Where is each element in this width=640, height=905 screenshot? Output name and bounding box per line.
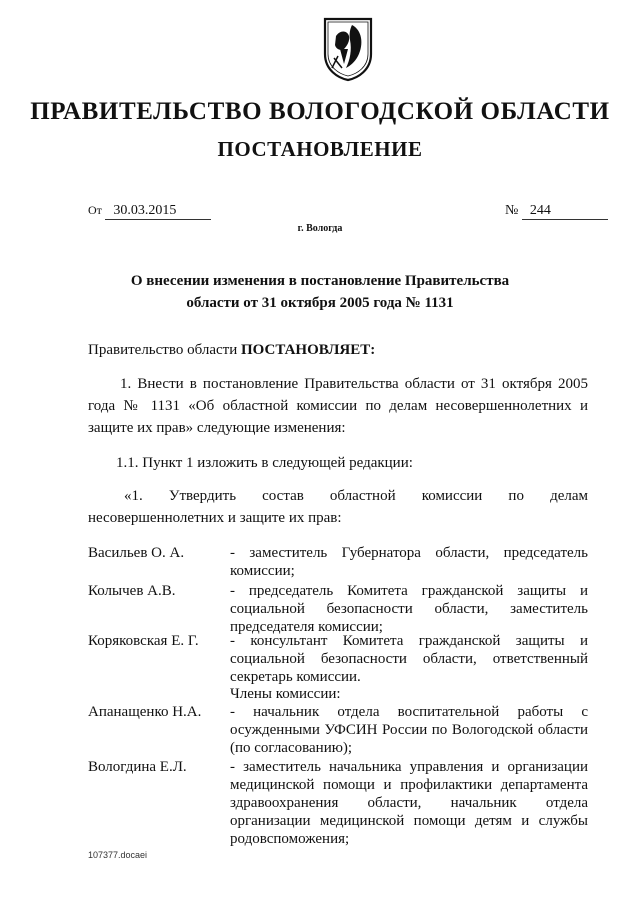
number-prefix: № [505, 203, 519, 218]
number-line [505, 203, 608, 220]
member-role: - начальник отдела воспитательной работы с осужденными УФСИН России по Вологодской области (по согласованию); [230, 704, 588, 756]
intro-paragraph [88, 339, 588, 361]
member-name: Васильев О. А. [88, 545, 185, 561]
member-name: Колычев А.В. [88, 583, 176, 599]
member-name: Вологдина Е.Л. [88, 759, 187, 775]
footer-filename: 107377.docaei [88, 850, 148, 860]
document-date: 30.03.2015 [105, 203, 211, 220]
intro-bold: ПОСТАНОВЛЯЕТ: [240, 342, 376, 358]
intro-text: Правительство области [88, 342, 241, 358]
member-name: Коряковская Е. Г. [88, 633, 199, 649]
paragraph-1-2: «1. Утвердить состав областной комиссии по делам несовершеннолетних и защите их прав: [88, 488, 588, 526]
document-number: 244 [522, 203, 608, 220]
subject-line-1: О внесении изменения в постановление Правительства [130, 273, 510, 289]
member-role: - заместитель начальника управления и организации медицинской помощи и профилактики департамента здравоохранения области, начальник отдела организации медицинской помощи детям и службы родовспоможения; [230, 759, 588, 847]
member-name: Апанащенко Н.А. [88, 704, 202, 720]
member-role: - заместитель Губернатора области, председатель комиссии; [230, 545, 588, 579]
members-heading: Члены комиссии: [230, 686, 341, 702]
city: г. Вологда [297, 223, 343, 234]
subject-heading [0, 270, 640, 314]
organization-title: ПРАВИТЕЛЬСТВО ВОЛОГОДСКОЙ ОБЛАСТИ [30, 98, 610, 125]
member-role: - председатель Комитета гражданской защиты и социальной безопасности области, заместитель председателя комиссии; [230, 583, 588, 635]
document-type: ПОСТАНОВЛЕНИЕ [217, 137, 423, 161]
member-role: - консультант Комитета гражданской защиты и социальной безопасности области, ответственный секретарь комиссии. [230, 633, 588, 685]
coat-of-arms-icon [322, 16, 374, 82]
date-prefix: От [88, 203, 102, 217]
paragraph-1-1: 1.1. Пункт 1 изложить в следующей редакции: [116, 455, 413, 471]
paragraph-1: 1. Внести в постановление Правительства области от 31 октября 2005 года № 1131 «Об областной комиссии по делам несовершеннолетних и защите их прав» следующие изменения: [88, 376, 588, 436]
date-line [88, 203, 211, 220]
subject-line-2: области от 31 октября 2005 года № 1131 [186, 295, 454, 311]
